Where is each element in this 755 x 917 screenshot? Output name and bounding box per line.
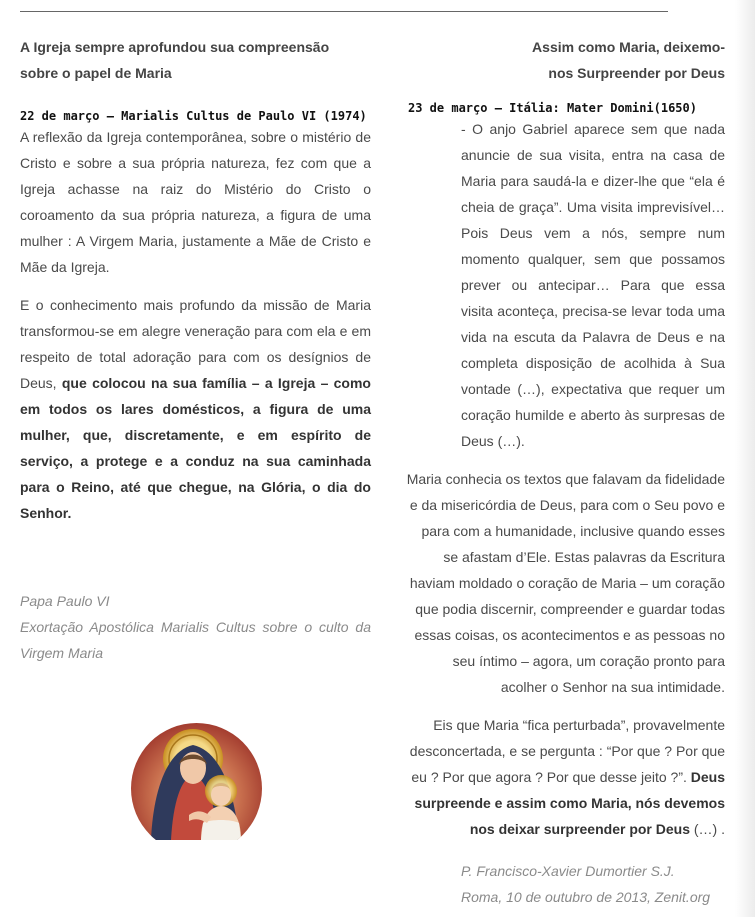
left-date: 22 de março – Marialis Cultus de Paulo VI (1974) — [20, 109, 367, 123]
left-signature-source: Exortação Apostólica Marialis Cultus sobre o culto da Virgem Maria — [20, 619, 371, 661]
right-heading — [403, 34, 725, 86]
left-paragraph-2-bold: que colocou na sua família – a Igreja – como em todos os lares domésticos, a figura de uma mulher, que, discretamente, e em espírito de serviço, a protege e a conduz na sua caminhada para o Reino, até que chegue, na Glória, o dia do Senhor. — [20, 375, 371, 521]
right-signature-name: P. Francisco-Xavier Dumortier S.J. — [461, 863, 675, 879]
right-heading-line-2: nos Surpreender por Deus — [548, 65, 725, 81]
right-heading-line-1: Assim como Maria, deixemo- — [532, 39, 725, 55]
right-date: 23 de março – Itália: Mater Domini(1650) — [408, 101, 697, 115]
left-signature — [20, 588, 371, 666]
left-paragraph-2-text: E o conhecimento mais profundo da missão de Maria transformou-se em alegre veneração para com ela e em respeito de total adoração para com os desígnios de Deus, — [20, 297, 371, 391]
right-paragraph-1: - O anjo Gabriel aparece sem que nada anuncie de sua visita, entra na casa de Maria para saudá-la e dizer-lhe que “ela é cheia de graça”. Uma visita imprevisível… Pois Deus vem a nós, sempre num momento qualquer, sem que possamos prever ou antecipar… Para que essa visita aconteça, precisa-se levar toda uma vida na escuta da Palavra de Deus e na completa disposição de acolhida à Sua vontade (…), expectativa que requer um coração humilde e aberto às surpresas de Deus (…). — [461, 121, 725, 449]
right-paragraph-3-text: Eis que Maria “fica perturbada”, provavelmente desconcertada, e se pergunta : “Por que ? Por que eu ? Por que agora ? Por que desse jeito ?”. — [409, 717, 725, 785]
right-paragraph-2: Maria conhecia os textos que falavam da fidelidade e da misericórdia de Deus, para com o Seu povo e para com a humanidade, inclusive quando esses se afastam d’Ele. Estas palavras da Escritura haviam moldado o coração de Maria – um coração que podia discernir, compreender e guardar todas essas coisas, os acontecimentos e as pessoas no seu íntimo – agora, um coração pronto para acolher o Senhor na sua intimidade. — [406, 471, 725, 695]
edge-shadow — [735, 0, 755, 917]
right-signature-source: Roma, 10 de outubro de 2013, Zenit.org — [461, 889, 711, 905]
right-column — [403, 34, 725, 910]
right-paragraph-3 — [403, 712, 725, 842]
right-paragraph-3-bold: Deus surpreende e assim como Maria, nós devemos nos deixar surpreender por Deus — [414, 769, 725, 837]
right-signature — [461, 858, 725, 910]
left-paragraph-2 — [20, 292, 371, 526]
madonna-and-child-icon — [131, 723, 262, 840]
left-signature-name: Papa Paulo VI — [20, 593, 110, 609]
left-column — [20, 34, 371, 666]
right-paragraph-3-end: (…) . — [690, 821, 725, 837]
left-heading: A Igreja sempre aprofundou sua compreensão sobre o papel de Maria — [20, 39, 330, 81]
top-divider — [20, 11, 668, 12]
left-paragraph-1: A reflexão da Igreja contemporânea, sobre o mistério de Cristo e sobre a sua própria natureza, fez com que a Igreja achasse na raiz do Mistério do Cristo o coroamento da sua própria natureza, a figura de uma mulher : A Virgem Maria, justamente a Mãe de Cristo e Mãe da Igreja. — [20, 129, 371, 275]
